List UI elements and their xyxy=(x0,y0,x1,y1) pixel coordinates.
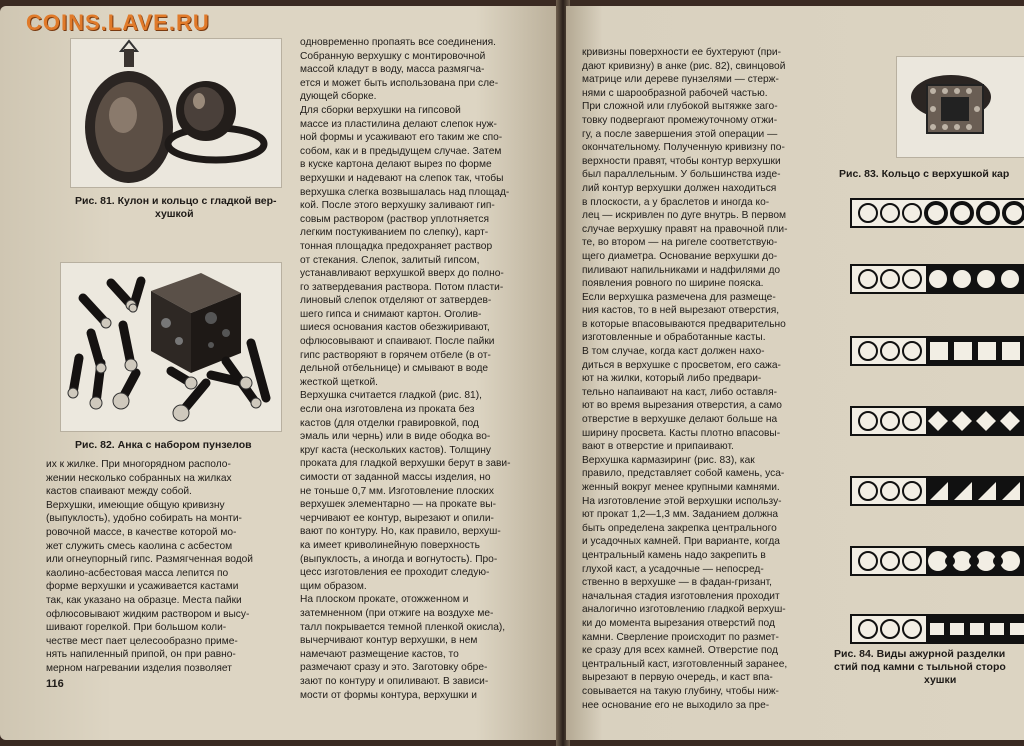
fig81-caption xyxy=(75,195,295,221)
fig81-caption-line2: хушкой xyxy=(155,208,194,220)
fig84-caption-line2: стий под камни с тыльной сторо xyxy=(834,661,1006,673)
pendant-ring-image xyxy=(71,39,281,187)
page-number: 116 xyxy=(46,678,64,690)
anka-punches-image xyxy=(61,263,281,431)
fig84-strip-1 xyxy=(850,198,1024,228)
site-watermark: COINS.LAVE.RU xyxy=(26,10,210,35)
fig84-strip-7 xyxy=(850,614,1024,644)
fig84-caption-line1: Рис. 84. Виды ажурной разделки xyxy=(834,648,1006,660)
right-page xyxy=(566,6,1024,740)
fig82-photo xyxy=(60,262,282,432)
fig84-caption-line3: хушки xyxy=(924,674,957,686)
right-page-column: кривизны поверхности ее бухтеруют (при- дают кривизну) в анке (рис. 82), свинцовой матрице или дереве пунзелями — стерж- нями с шарообразной рабочей частью. При сложной или глубокой вытяжке заго- товку подвергают промежуточному отжи- гу, а после завершения этой операции — окончательному. Полученную кривизну по- верхности правят, чтобы контур верхушки был параллельным. У большинства изде- лий контур верхушки должен находиться в плоскости, а у браслетов и иногда ко- лец — искривлен по дуге внутрь. В первом случае верхушку правят на правочной пли- те, во втором — на ригеле соответствую- щего диаметра. Основание верхушки до- пиливают напильниками и надфилями до появления ровного по ширине пояска. Если верхушка размечена для размеще- ния кастов, то в ней вырезают отверстия, в которые впасовываются предварительно изготовленные и обработанные касты. В том случае, когда каст должен нахо- диться в верхушке с просветом, его сажа- ют на жилки, который либо предвари- тельно напаивают на каст, либо оставля- ют во время вырезания отверстия, а само отверстие в верхушке делают больше на ширину просвета. Касты плотно впасовы- вают в отверстие и припаивают. Верхушка кармазиринг (рис. 83), как правило, представляет собой камень, усa- женный вокруг менее крупными камнями. На изготовление этой верхушки использу- ют прокат 1,2—1,3 мм. Заданием должна быть определена закрепка центрального и усадочных камней. При варианте, когда центральный камень надо закрепить в глухой каст, а усадочные — непосред- ственно в верхушке — в фадан-гризант, начальная стадия изготовления проходит аналогично изготовлению гладкой верхуш- ки до момента вырезания отверстий под камни. Сверление происходит по размет- ке сразу для всех камней. Отверстие под центральный каст, изготовленный заранее, вырезают в первую очередь, и каст впа- совывается на такую глубину, чтобы ниж- нее основание его не выходило за пре- xyxy=(582,47,788,711)
fig81-photo xyxy=(70,38,282,188)
left-page xyxy=(0,6,560,740)
fig84-strip-5 xyxy=(850,476,1024,506)
fig84-strip-2 xyxy=(850,264,1024,294)
fig81-caption-line1: Рис. 81. Кулон и кольцо с гладкой вер- xyxy=(75,195,277,207)
fig84-strip-3 xyxy=(850,336,1024,366)
ring-image xyxy=(897,57,1024,157)
fig84-caption xyxy=(834,648,1024,687)
fig84-strip-6 xyxy=(850,546,1024,576)
fig83-caption: Рис. 83. Кольцо с верхушкой кар xyxy=(839,168,1010,180)
fig83-photo xyxy=(896,56,1024,158)
fig82-caption: Рис. 82. Анка с набором пунзелов xyxy=(75,439,252,451)
fig84-strip-4 xyxy=(850,406,1024,436)
left-page-column-right: одновременно пропаять все соединения. Собранную верхушку с монтировочной массой кладут в воду, масса размягча- ется и может быть использована при сле- дующей сборке. Для сборки верхушки на гипсовой массе из пластилина делают слепок нуж- ной формы и усаживают его таким же спо- собом, как и в предыдущем случае. Затем в куске картона делают вырез по форме верхушки и надевают на слепок так, чтобы верхушка слегка возвышалась над площад- кой. После этого верхушку заливают гип- совым раствором (раствор уплотняется легким постукиванием по слепку), карт- тонная площадка предохраняет раствор от стекания. Слепок, залитый гипсом, устанавливают верхушкой вверх до полно- го затвердевания раствора. Потом пласти- линовый слепок отделяют от затвердев- шего гипса и снимают картон. Оголив- шиеся основания кастов обезжиривают, офлюсовывают и спаивают. После пайки гипс растворяют в горячем отбеле (в от- дельной отбельнице) и смывают в воде жесткой щеткой. Верхушка считается гладкой (рис. 81), если она изготовлена из проката без кастов (для отделки гравировкой, под эмаль или чернь) или в виде ободка во- круг каста (нескольких кастов). Толщину проката для гладкой верхушки берут в зави- симости от заданной массы изделия, но не тоньше 0,7 мм. Изготовление плоских верхушек элементарно — на прокате вы- черчивают ее контур, вырезают и опили- вают по контуру. Но, как правило, верхуш- ка имеет криволинейную поверхность (выпуклость, а иногда и вогнутость). Про- цесс изготовления ее проходит следую- щим образом. На плоском прокате, отожженном и затемненном (при отжиге на воздухе ме- талл покрывается темной пленкой окисла), вычерчивают контур верхушки, в нем намечают размещение кастов, то размечают сразу и это. Заготовку обре- зают по контуру и опиливают. В зависи- мости от формы контура, верхушки и xyxy=(300,37,511,701)
left-page-column-left: их к жилке. При многорядном располо- жении несколько собранных на жилках кастов спаивают между собой. Верхушки, имеющие общую кривизну (выпуклость), удобно собирать на монти- ровочной массе, в качестве которой мо- жет служить смесь каолина с асбестом или огнеупорный гипс. Размягченная водой каолино-асбестовая масса лепится по форме верхушки и усаживается кастами так, как указано на образце. Места пайки офлюсовывают жидким раствором и высу- шивают горелкой. При большом коли- честве мест пает целесообразно приме- нять напиленный припой, он при равно- мерном нагревании изделия позволяет xyxy=(46,459,253,674)
